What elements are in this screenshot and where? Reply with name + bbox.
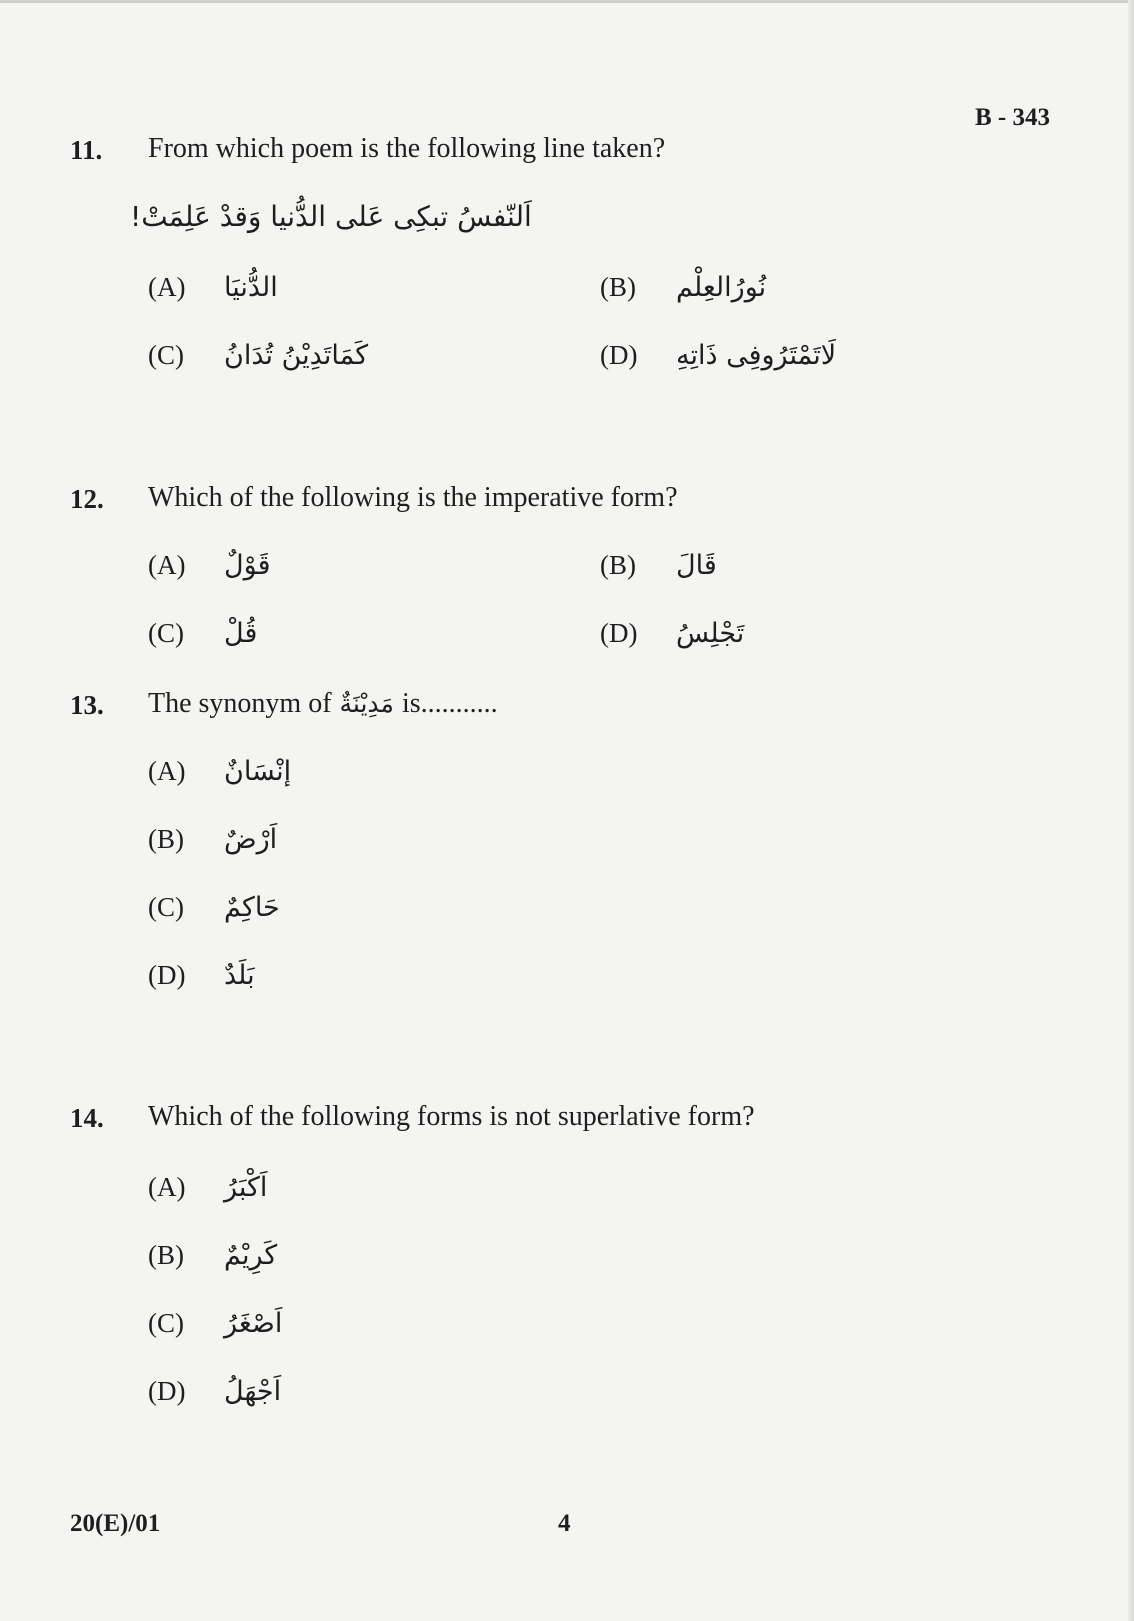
option-text: كَمَاتَدِيْنُ تُدَانُ xyxy=(224,340,369,371)
question-13-option-c xyxy=(148,892,280,923)
question-11-option-a xyxy=(148,272,278,303)
question-12-number: 12. xyxy=(70,484,104,514)
question-14-option-c xyxy=(148,1308,282,1339)
option-text: كَرِيْمٌ xyxy=(224,1240,278,1271)
question-12-option-d xyxy=(600,618,744,649)
option-text: الدُّنيَا xyxy=(224,272,278,303)
option-text: اَرْضٌ xyxy=(224,824,278,855)
option-letter: (A) xyxy=(148,550,186,580)
question-11-text: From which poem is the following line taken? xyxy=(148,133,666,164)
question-14-option-b xyxy=(148,1240,277,1271)
option-letter: (C) xyxy=(148,892,184,922)
question-13-option-b xyxy=(148,824,277,855)
option-letter: (D) xyxy=(600,618,638,648)
option-text: لَاتَمْتَرُوفِى ذَاتِهِ xyxy=(676,340,837,371)
question-13-number: 13. xyxy=(70,690,104,720)
question-12-option-a xyxy=(148,550,270,581)
scan-edge xyxy=(0,0,1134,3)
booklet-code: B - 343 xyxy=(975,104,1050,131)
question-13-text-before: The synonym of xyxy=(148,688,332,719)
question-12-text: Which of the following is the imperative form? xyxy=(148,482,678,513)
option-text: تَجْلِسُ xyxy=(676,618,745,649)
question-14-option-d xyxy=(148,1376,281,1407)
option-letter: (B) xyxy=(600,272,636,302)
option-letter: (B) xyxy=(148,1240,184,1270)
question-14-number: 14. xyxy=(70,1103,104,1133)
question-13-option-a xyxy=(148,756,291,787)
question-13-option-d xyxy=(148,960,255,991)
footer-paper-code: 20(E)/01 xyxy=(70,1510,161,1537)
question-14-option-a xyxy=(148,1172,267,1203)
question-12-option-b xyxy=(600,550,717,581)
question-11-verse: اَلنّفسُ تبكِى عَلى الدُّنيا وَقدْ عَلِمَتْ! xyxy=(130,200,532,233)
option-text: إنْسَانٌ xyxy=(224,756,292,787)
question-11-number: 11. xyxy=(70,135,103,165)
option-text: قَوْلٌ xyxy=(224,550,271,581)
option-letter: (A) xyxy=(148,272,186,302)
option-text: نُورُالعِلْم xyxy=(676,272,767,303)
option-text: اَجْهَلُ xyxy=(224,1376,282,1407)
question-11-option-d xyxy=(600,340,836,371)
question-11-option-b xyxy=(600,272,766,303)
option-letter: (A) xyxy=(148,1172,186,1202)
option-text: اَكْبَرُ xyxy=(224,1172,268,1203)
option-letter: (A) xyxy=(148,756,186,786)
question-12-option-c xyxy=(148,618,257,649)
option-letter: (C) xyxy=(148,340,184,370)
question-13-arabic-word: مَدِيْنَةٌ xyxy=(339,689,394,718)
option-text: حَاكِمٌ xyxy=(224,892,280,923)
option-letter: (D) xyxy=(600,340,638,370)
option-letter: (B) xyxy=(600,550,636,580)
question-13-text xyxy=(148,688,498,720)
question-14-text: Which of the following forms is not superlative form? xyxy=(148,1101,755,1132)
option-letter: (D) xyxy=(148,960,186,990)
option-letter: (C) xyxy=(148,618,184,648)
option-text: بَلَدٌ xyxy=(224,960,255,991)
option-text: قُلْ xyxy=(224,618,258,649)
option-text: قَالَ xyxy=(676,550,717,581)
option-letter: (C) xyxy=(148,1308,184,1338)
question-13-text-after: is........... xyxy=(401,688,498,719)
question-11-option-c xyxy=(148,340,368,371)
option-letter: (B) xyxy=(148,824,184,854)
page-number: 4 xyxy=(558,1510,571,1537)
option-letter: (D) xyxy=(148,1376,186,1406)
option-text: اَصْغَرُ xyxy=(224,1308,283,1339)
